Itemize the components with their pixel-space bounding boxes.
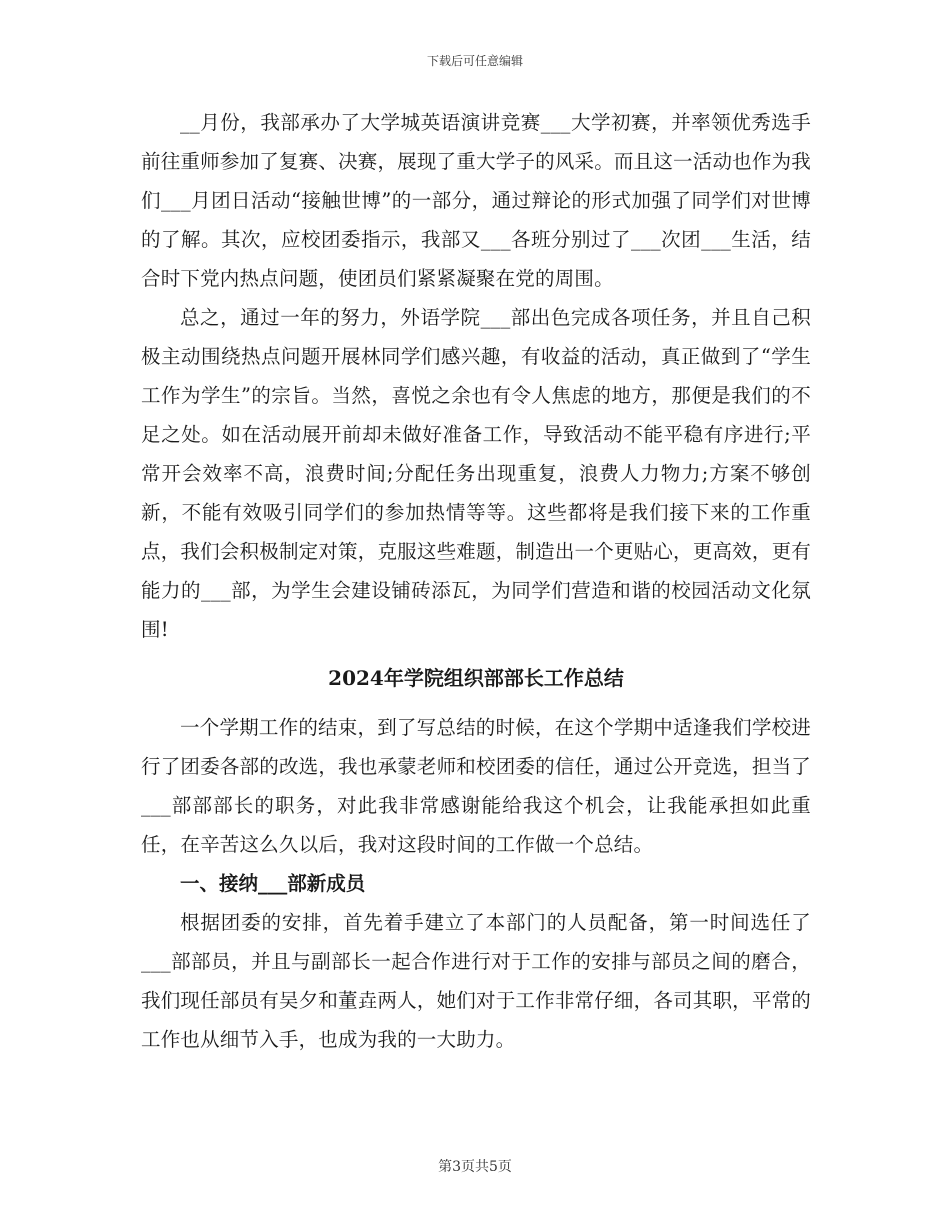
paragraph-summary: 总之，通过一年的努力，外语学院___部出色完成各项任务，并且自己积极主动围绕热点问题开展林同学们感兴趣，有收益的活动，真正做到了“学生工作为学生”的宗旨。当然，喜悦之余也有令人焦虑的地方，那便是我们的不足之处。如在活动展开前却未做好准备工作，导致活动不能平稳有序进行;平常开会效率不高，浪费时间;分配任务出现重复，浪费人力物力;方案不够创新，不能有效吸引同学们的参加热情等等。这些都将是我们接下来的工作重点，我们会积极制定对策，克服这些难题，制造出一个更贴心，更高效，更有能力的___部，为学生会建设铺砖添瓦，为同学们营造和谐的校园活动文化氛围! bbox=[141, 306, 811, 641]
paragraph-introduction: 一个学期工作的结束，到了写总结的时候，在这个学期中适逢我们学校进行了团委各部的改选，我也承蒙老师和校团委的信任，通过公开竞选，担当了___部部部长的职务，对此我非常感谢能给我这个机会，让我能承担如此重任，在辛苦这么久以后，我对这段时间的工作做一个总结。 bbox=[141, 716, 811, 856]
subheading-new-members: 一、接纳___部新成员 bbox=[180, 872, 366, 895]
paragraph-activity-report: __月份，我部承办了大学城英语演讲竞赛___大学初赛，并率领优秀选手前往重师参加了复赛、决赛，展现了重大学子的风采。而且这一活动也作为我们___月团日活动“接触世博”的一部分，通过辩论的形式加强了同学们对世博的了解。其次，应校团委指示，我部又___各班分别过了___次团___生活，结合时下党内热点问题，使团员们紧紧凝聚在党的周围。 bbox=[141, 111, 811, 290]
paragraph-new-members: 根据团委的安排，首先着手建立了本部门的人员配备，第一时间选任了___部部员，并且与副部长一起合作进行对于工作的安排与部员之间的磨合，我们现任部员有吴夕和董垚两人，她们对于工作非常仔细，各司其职，平常的工作也从细节入手，也成为我的一大助力。 bbox=[141, 911, 811, 1051]
page-indicator: 第3页共5页 bbox=[438, 1159, 512, 1175]
document-body bbox=[141, 103, 811, 1059]
section-title: 2024年学院组织部部长工作总结 bbox=[328, 666, 624, 690]
header-note: 下载后可任意编辑 bbox=[426, 54, 523, 68]
